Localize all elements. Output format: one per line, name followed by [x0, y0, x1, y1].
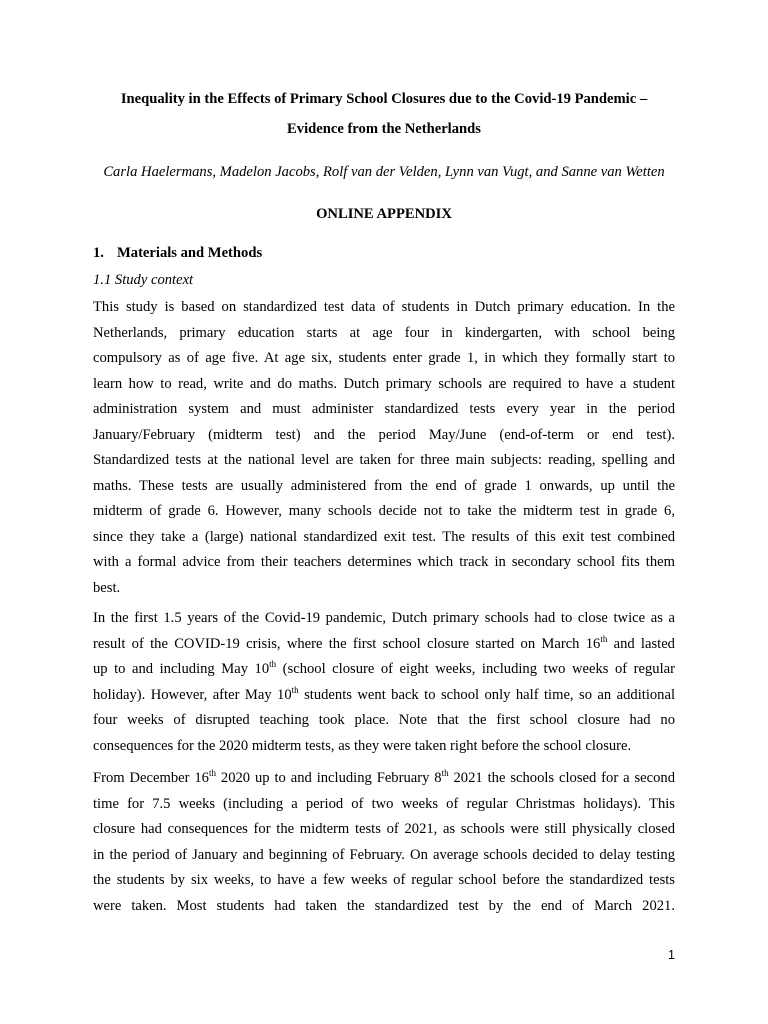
ordinal-superscript: th	[208, 768, 216, 779]
text-line: maths. These tests are usually administered from the end of grade 1 onwards, up until the	[93, 477, 675, 494]
text-segment: and lasted	[607, 635, 675, 652]
text-line	[93, 632, 675, 658]
author-list: Carla Haelermans, Madelon Jacobs, Rolf van der Velden, Lynn van Vugt, and Sanne van Wetten	[103, 164, 665, 180]
text-segment: 2021 the schools closed for a second	[448, 770, 675, 786]
text-line	[93, 766, 675, 792]
text-line: in the period of January and beginning of February. On average schools decided to delay testing	[93, 846, 675, 863]
text-line	[93, 683, 675, 709]
text-line: since they take a (large) national standardized exit test. The results of this exit test combined	[93, 528, 675, 545]
ordinal-superscript: th	[600, 633, 608, 644]
text-segment: result of the COVID-19 crisis, where the first school closure started on March 16	[93, 635, 601, 652]
paragraph-first-closure	[93, 606, 675, 759]
text-segment: From December 16	[93, 770, 209, 786]
text-line: In the first 1.5 years of the Covid-19 pandemic, Dutch primary schools had to close twice as a	[93, 610, 675, 626]
page-number: 1	[668, 948, 675, 962]
paper-title-line-1: Inequality in the Effects of Primary School Closures due to the Covid-19 Pandemic –	[120, 91, 648, 107]
text-line: best.	[93, 579, 121, 596]
paper-title-line-2: Evidence from the Netherlands	[287, 121, 481, 137]
text-line	[93, 657, 675, 683]
text-line: learn how to read, write and do maths. Dutch primary schools are required to have a student	[93, 375, 675, 392]
text-segment: 2020 up to and including February 8	[216, 770, 442, 786]
text-line: This study is based on standardized test data of students in Dutch primary education. In the	[93, 299, 675, 315]
text-line: closure had consequences for the midterm tests of 2021, as schools were still physically closed	[93, 821, 675, 837]
text-line: four weeks of disrupted teaching took place. Note that the first school closure had no	[93, 712, 675, 728]
appendix-heading: ONLINE APPENDIX	[316, 206, 452, 222]
text-line: compulsory as of age five. At age six, students enter grade 1, in which they formally start to	[93, 350, 675, 366]
text-line: midterm of grade 6. However, many schools decide not to take the midterm test in grade 6,	[93, 503, 675, 519]
text-line: Standardized tests at the national level are taken for three main subjects: reading, spelling and	[93, 452, 675, 468]
section-number: 1.	[93, 245, 104, 261]
ordinal-superscript: th	[291, 684, 299, 695]
text-line: Netherlands, primary education starts at age four in kindergarten, with school being	[93, 324, 675, 341]
text-segment: students went back to school only half time, so an additional	[298, 686, 676, 703]
text-line: administration system and must administer standardized tests every year in the period	[93, 401, 675, 417]
text-segment: up to and including May 10	[93, 661, 270, 677]
text-segment: holiday). However, after May 10	[93, 686, 292, 703]
text-line: January/February (midterm test) and the period May/June (end-of-term or end test).	[93, 426, 675, 443]
paragraph-study-context	[93, 295, 675, 601]
section-title: Materials and Methods	[117, 245, 263, 261]
subsection-heading: 1.1 Study context	[93, 272, 194, 288]
text-line: the students by six weeks, to have a few weeks of regular school before the standardized tests	[93, 872, 675, 888]
ordinal-superscript: th	[269, 659, 277, 670]
text-line: were taken. Most students had taken the standardized test by the end of March 2021.	[93, 897, 675, 914]
text-line: consequences for the 2020 midterm tests, as they were taken right before the school closure.	[93, 737, 632, 754]
paragraph-second-closure	[93, 766, 675, 919]
text-line: with a formal advice from their teachers determines which track in secondary school fits them	[93, 554, 675, 570]
text-line: time for 7.5 weeks (including a period of two weeks of regular Christmas holidays). This	[93, 795, 675, 812]
text-segment: (school closure of eight weeks, including two weeks of regular	[276, 661, 675, 677]
ordinal-superscript: th	[441, 768, 449, 779]
section-heading	[93, 245, 262, 262]
